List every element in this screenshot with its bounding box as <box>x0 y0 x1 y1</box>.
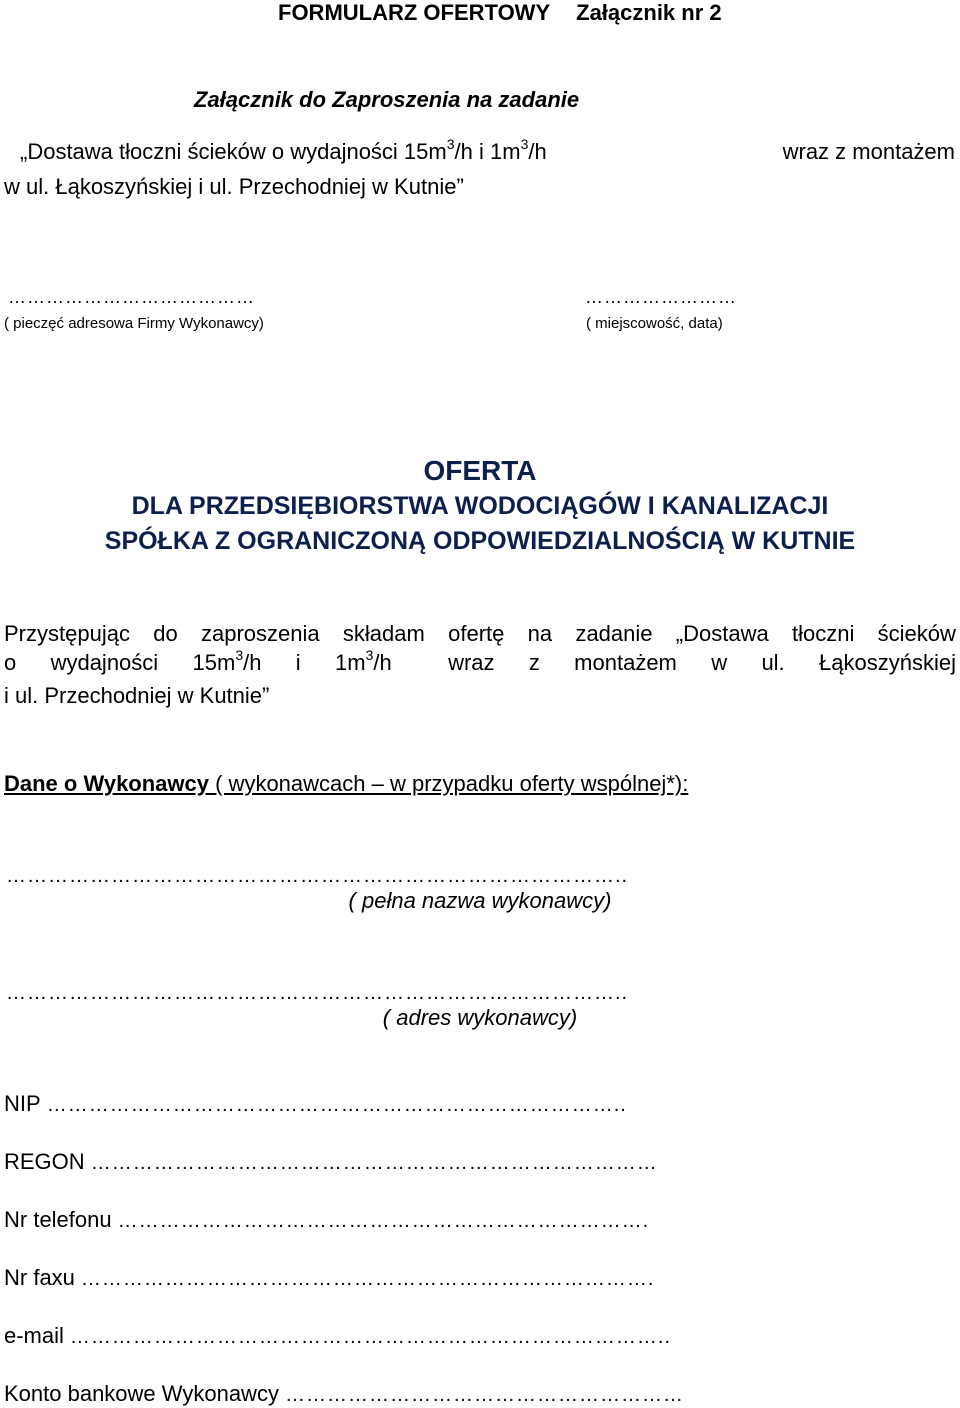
phone-field[interactable]: …………………………………………………………………. <box>117 1210 650 1232</box>
offer-paragraph-line-1: Przystępując do zaproszenia składam ofertę na zadanie „Dostawa tłoczni ścieków <box>4 621 956 646</box>
fax-row <box>4 1265 654 1291</box>
nip-row <box>4 1091 627 1117</box>
fax-label: Nr faxu <box>4 1265 75 1290</box>
contractor-heading: Dane o Wykonawcy ( wykonawcach – w przypadku oferty wspólnej*): <box>4 771 689 796</box>
regon-row <box>4 1149 658 1175</box>
form-title: FORMULARZ OFERTOWY <box>278 0 551 25</box>
regon-label: REGON <box>4 1149 85 1174</box>
task-name-part-1: „Dostawa tłoczni ścieków o wydajności $15m^3/h$ i $1m^3/h$ <box>20 135 547 164</box>
email-label: e-mail <box>4 1323 64 1348</box>
offer-paragraph-line-2: o wydajności $15m^3/h$ i $1m^3/h$ wraz z montażem w ul. Łąkoszyńskiej <box>4 646 956 675</box>
offer-recipient-line-2: SPÓŁKA Z OGRANICZONĄ ODPOWIEDZIALNOŚCIĄ W KUTNIE <box>104 527 856 555</box>
stamp-dots: ………………………………… <box>8 287 255 307</box>
phone-label: Nr telefonu <box>4 1207 112 1232</box>
form-header <box>278 0 722 26</box>
offer-recipient-line-1: DLA PRZEDSIĘBIORSTWA WODOCIĄGÓW I KANALIZACJI <box>131 492 829 520</box>
place-date-dots: …………………… <box>585 287 737 307</box>
bank-account-row <box>4 1381 684 1407</box>
email-row <box>4 1323 671 1349</box>
task-name-line-1 <box>20 135 955 165</box>
task-name-part-2: wraz z montażem <box>782 139 955 164</box>
attachment-number: Załącznik nr 2 <box>576 0 722 25</box>
email-field[interactable]: ………………………………………………………………………….. <box>69 1326 672 1348</box>
contractor-address-caption: ( adres wykonawcy) <box>382 1005 578 1030</box>
contractor-name-caption: ( pełna nazwa wykonawcy) <box>348 888 612 913</box>
offer-paragraph-line-3: i ul. Przechodniej w Kutnie” <box>4 683 270 708</box>
offer-title: OFERTA <box>423 455 537 486</box>
regon-field[interactable]: ……………………………………………………………………… <box>90 1152 658 1174</box>
stamp-caption: ( pieczęć adresowa Firmy Wykonawcy) <box>4 315 264 332</box>
nip-label: NIP <box>4 1091 41 1116</box>
attachment-title: Załącznik do Zaproszenia na zadanie <box>194 87 580 112</box>
task-name-line-2: w ul. Łąkoszyńskiej i ul. Przechodniej w Kutnie” <box>4 174 464 199</box>
bank-account-field[interactable]: ………………………………………………… <box>284 1384 684 1406</box>
contractor-address-field[interactable]: …………………………………………………………………………….. <box>6 982 629 1004</box>
contractor-name-field[interactable]: …………………………………………………………………………….. <box>6 865 629 887</box>
bank-account-label: Konto bankowe Wykonawcy <box>4 1381 279 1406</box>
nip-field[interactable]: ……………………………………………………………………….. <box>46 1094 627 1116</box>
fax-field[interactable]: ………………………………………………………………………. <box>80 1268 655 1290</box>
place-date-caption: ( miejscowość, data) <box>586 315 723 332</box>
phone-row <box>4 1207 649 1233</box>
